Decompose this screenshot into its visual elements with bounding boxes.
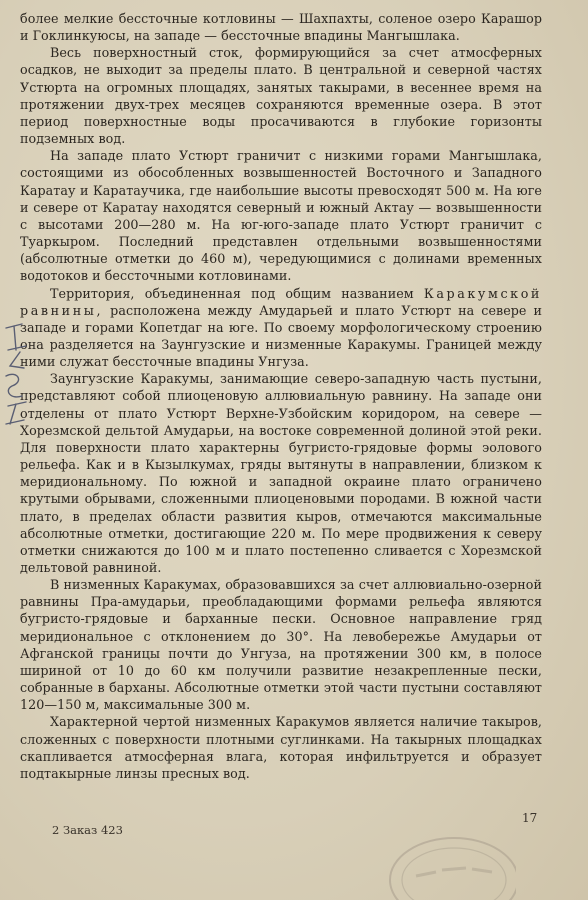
- body-text: [20, 10, 542, 782]
- pencil-margin-note-icon: [0, 320, 34, 440]
- paragraph-6: В низменных Каракумах, образовавшихся за счет аллювиально-озерной равнины Пра-амударьи, преобладающими формами рельефа являются бугристо-грядовые и барханные пески. Основное направление гряд меридиональное с отклонением до 30°. На левобережье Амударьи от Афганской границы почти до Унгуза, на протяжении 300 км, в полосе шириной от 10 до 60 км получили развитие незакрепленные пески, собранные в барханы. Абсолютные отметки этой части пустыни составляют 120—150 м, максимальные 300 м.: [20, 577, 542, 713]
- paragraph-7: Характерной чертой низменных Каракумов является наличие такыров, сложенных с поверхности плотными суглинками. На такырных площадках скапливается атмосферная влага, которая инфильтруется и образует подтакырные линзы пресных вод.: [20, 714, 542, 781]
- paragraph-4-lead: Территория, объединенная под общим названием: [50, 285, 414, 301]
- paragraph-3: На западе плато Устюрт граничит с низкими горами Мангышлака, состоящими из обособленных возвышенностей Восточного и Западного Каратау и Каратаучика, где наибольшие высоты превосходят 500 м. На юге и севере от Каратау находятся северный и южный Актау — возвышенности с высотами 200—280 м. На юг-юго-западе плато Устюрт граничит с Туаркыром. Последний представлен отдельными возвышенностями (абсолютные отметки до 460 м), чередующимися с долинами временных водотоков и бессточными котловинами.: [20, 148, 542, 284]
- paragraph-4-rest: расположена между Амударьей и плато Устюрт на севере и западе и горами Копетдаг на юге. По своему морфологическому строению она разделяется на Заунгузские и низменные Каракумы. Границей между ними служат бессточные впадины Унгуза.: [20, 302, 542, 370]
- paragraph-4: [20, 285, 542, 371]
- printer-signature: 2 Заказ 423: [52, 823, 123, 837]
- page-number: 17: [522, 811, 538, 825]
- paragraph-1: более мелкие бессточные котловины — Шахпахты, соленое озеро Карашор и Гоклинкуюсы, на западе — бессточные впадины Мангышлака.: [20, 11, 542, 44]
- paragraph-5: Заунгузские Каракумы, занимающие северо-западную часть пустыни, представляют собой плиоценовую аллювиальную равнину. На западе они отделены от плато Устюрт Верхне-Узбойским коридором, на севере — Хорезмской дельтой Амударьи, на востоке современной долиной этой реки. Для поверхности плато характерны бугристо-грядовые формы эолового рельефа. Как и в Кызылкумах, гряды вытянуты в направлении, близком к меридиональному. По южной и западной окраине плато ограничено крутыми обрывами, сложенными плиоценовыми породами. В южной части плато, в пределах области развития кыров, отмечаются максимальные абсолютные отметки, достигающие 220 м. По мере продвижения к северу отметки снижаются до 100 м и плато постепенно сливается с Хорезмской дельтовой равниной.: [20, 371, 542, 575]
- library-stamp-icon: [376, 800, 516, 900]
- paragraph-2: Весь поверхностный сток, формирующийся за счет атмосферных осадков, не выходит за пределы плато. В центральной и северной частях Устюрта на огромных площадях, занятых такырами, в весеннее время на протяжении двух-трех месяцев сохраняются временные озера. В этот период поверхностные воды просачиваются в глубокие горизонты подземных вод.: [20, 45, 542, 147]
- spaced-term: Каракумской равнины,: [20, 285, 542, 318]
